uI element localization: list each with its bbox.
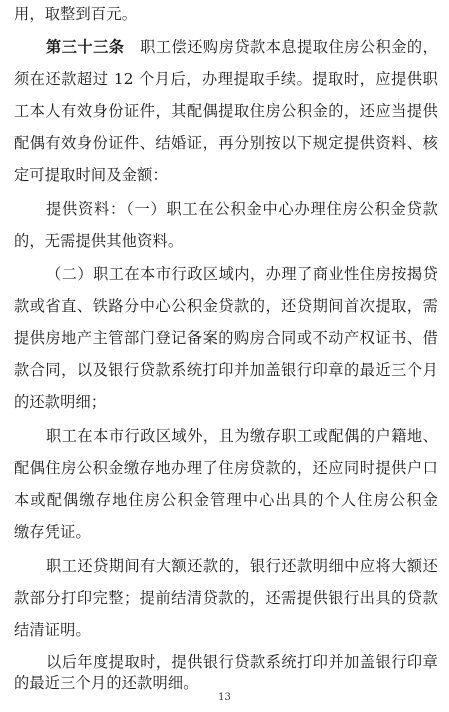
text-line: 款部分打印完整；提前结清贷款的，还需提供银行出具的贷款 — [14, 589, 438, 607]
article-heading: 第三十三条 — [46, 38, 125, 56]
page-number: 13 — [218, 692, 231, 703]
text-line: 职工在本市行政区域外，且为缴存职工或配偶的户籍地、 — [46, 427, 438, 445]
text-line: 的，无需提供其他资料。 — [14, 232, 184, 250]
text-line: 职工还贷期间有大额还款的，银行还款明细中应将大额还 — [46, 557, 438, 575]
article-first-line-text: 职工偿还购房贷款本息提取住房公积金的， — [139, 38, 438, 56]
text-line: （二）职工在本市行政区域内，办理了商业性住房按揭贷 — [46, 265, 438, 283]
text-line: 提供房地产主管部门登记备案的购房合同或不动产权证书、借 — [14, 329, 438, 347]
text-line: 定可提取时间及金额： — [14, 166, 168, 184]
text-line: 以后年度提取时，提供银行贷款系统打印并加盖银行印章 — [46, 653, 438, 671]
text-line: 缴存凭证。 — [14, 523, 91, 541]
text-line: 用，取整到百元。 — [14, 5, 138, 23]
text-line: 提供资料：（一）职工在公积金中心办理住房公积金贷款 — [46, 200, 438, 218]
text-line: 的最近三个月的还款明细。 — [14, 674, 199, 692]
article-first-line — [46, 37, 438, 57]
text-line: 款或省直、铁路分中心公积金贷款的，还贷期间首次提取，需 — [14, 297, 438, 315]
text-line: 本或配偶缴存地住房公积金管理中心出具的个人住房公积金 — [14, 491, 438, 509]
text-line: 工本人有效身份证件，其配偶提取住房公积金的，还应当提供 — [14, 102, 438, 120]
text-line: 款合同，以及银行贷款系统打印并加盖银行印章的最近三个月 — [14, 361, 438, 379]
text-line: 结清证明。 — [14, 621, 91, 639]
text-line: 配偶住房公积金缴存地办理了住房贷款的，还应同时提供户口 — [14, 459, 438, 477]
text-line: 的还款明细； — [14, 393, 107, 411]
text-line: 须在还款超过 12 个月后，办理提取手续。提取时，应提供职 — [14, 70, 438, 88]
text-line: 配偶有效身份证件、结婚证，再分别按以下规定提供资料、核 — [14, 134, 438, 152]
